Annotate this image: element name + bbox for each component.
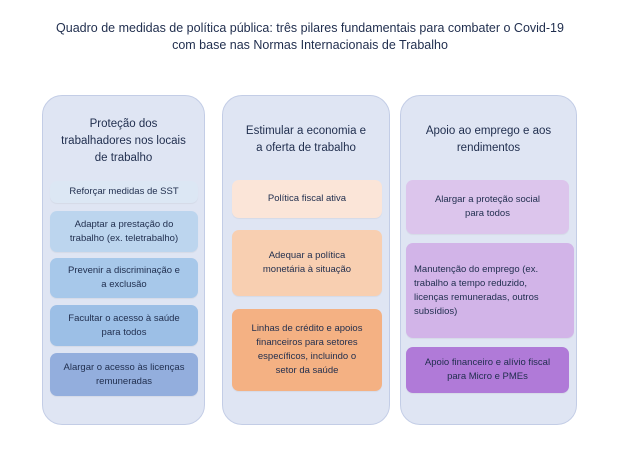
measure-card	[50, 258, 198, 298]
diagram-title-line-1: Quadro de medidas de política pública: três pilares fundamentais para combater o Covid-19	[56, 21, 564, 35]
measure-text: Adaptar a prestação do	[74, 218, 174, 230]
measure-card	[232, 230, 382, 296]
pillar-title	[229, 123, 383, 157]
measure-text: setor da saúde	[275, 365, 339, 376]
measure-text: para todos	[465, 208, 510, 219]
measure-card	[406, 243, 574, 338]
measure-text: remuneradas	[96, 375, 152, 387]
measure-text: Facultar o acesso à saúde	[68, 312, 180, 324]
measure-card	[50, 181, 198, 203]
measure-text: para Micro e PMEs	[447, 371, 528, 382]
measure-text: subsídios)	[414, 305, 458, 317]
pillar-title-line: Proteção dos	[89, 118, 158, 130]
measure-text: Alargar o acesso às licenças	[63, 361, 185, 373]
measure-card	[406, 347, 569, 393]
pillar-title	[49, 116, 198, 167]
measure-text: monetária à situação	[262, 264, 352, 275]
measure-text: Adequar a política	[268, 250, 346, 261]
pillar-title-line: Apoio ao emprego e aos	[425, 125, 552, 137]
pillar-title-line: Estimular a economia e	[245, 125, 367, 137]
measure-card	[50, 353, 198, 396]
measure-text: financeiros para setores	[256, 337, 358, 348]
measure-card	[50, 211, 198, 252]
measure-text: Apoio financeiro e alívio fiscal	[424, 357, 551, 368]
pillar-employment-income	[400, 95, 577, 425]
measure-text: específicos, incluindo o	[257, 351, 357, 362]
pillar-title	[407, 123, 570, 157]
measure-card	[232, 309, 382, 391]
measure-card	[50, 305, 198, 346]
pillar-title-line: trabalhadores nos locais	[61, 135, 186, 147]
measure-text: Prevenir a discriminação e	[68, 265, 180, 276]
measure-text: licenças remuneradas, outros	[414, 291, 539, 303]
diagram-title	[0, 20, 620, 54]
pillar-title-line: a oferta de trabalho	[256, 142, 356, 154]
measure-text: trabalho a tempo reduzido,	[414, 277, 528, 289]
pillar-worker-protection	[42, 95, 205, 425]
measure-text: a exclusão	[101, 279, 147, 290]
measure-card	[406, 180, 569, 234]
measure-text: Alargar a proteção social	[434, 194, 541, 205]
measure-text: Reforçar medidas de SST	[69, 186, 179, 197]
pillar-economy-stimulus	[222, 95, 390, 425]
measure-text: Linhas de crédito e apoios	[251, 323, 363, 334]
measure-card	[232, 180, 382, 218]
measure-text: trabalho (ex. teletrabalho)	[69, 232, 179, 244]
measure-text: Política fiscal ativa	[267, 193, 347, 204]
measure-text: Manutenção do emprego (ex.	[414, 263, 539, 275]
pillar-title-line: rendimentos	[456, 142, 521, 154]
pillar-title-line: de trabalho	[94, 152, 153, 164]
measure-text: para todos	[101, 326, 147, 338]
diagram-title-line-2: com base nas Normas Internacionais de Trabalho	[172, 38, 448, 52]
